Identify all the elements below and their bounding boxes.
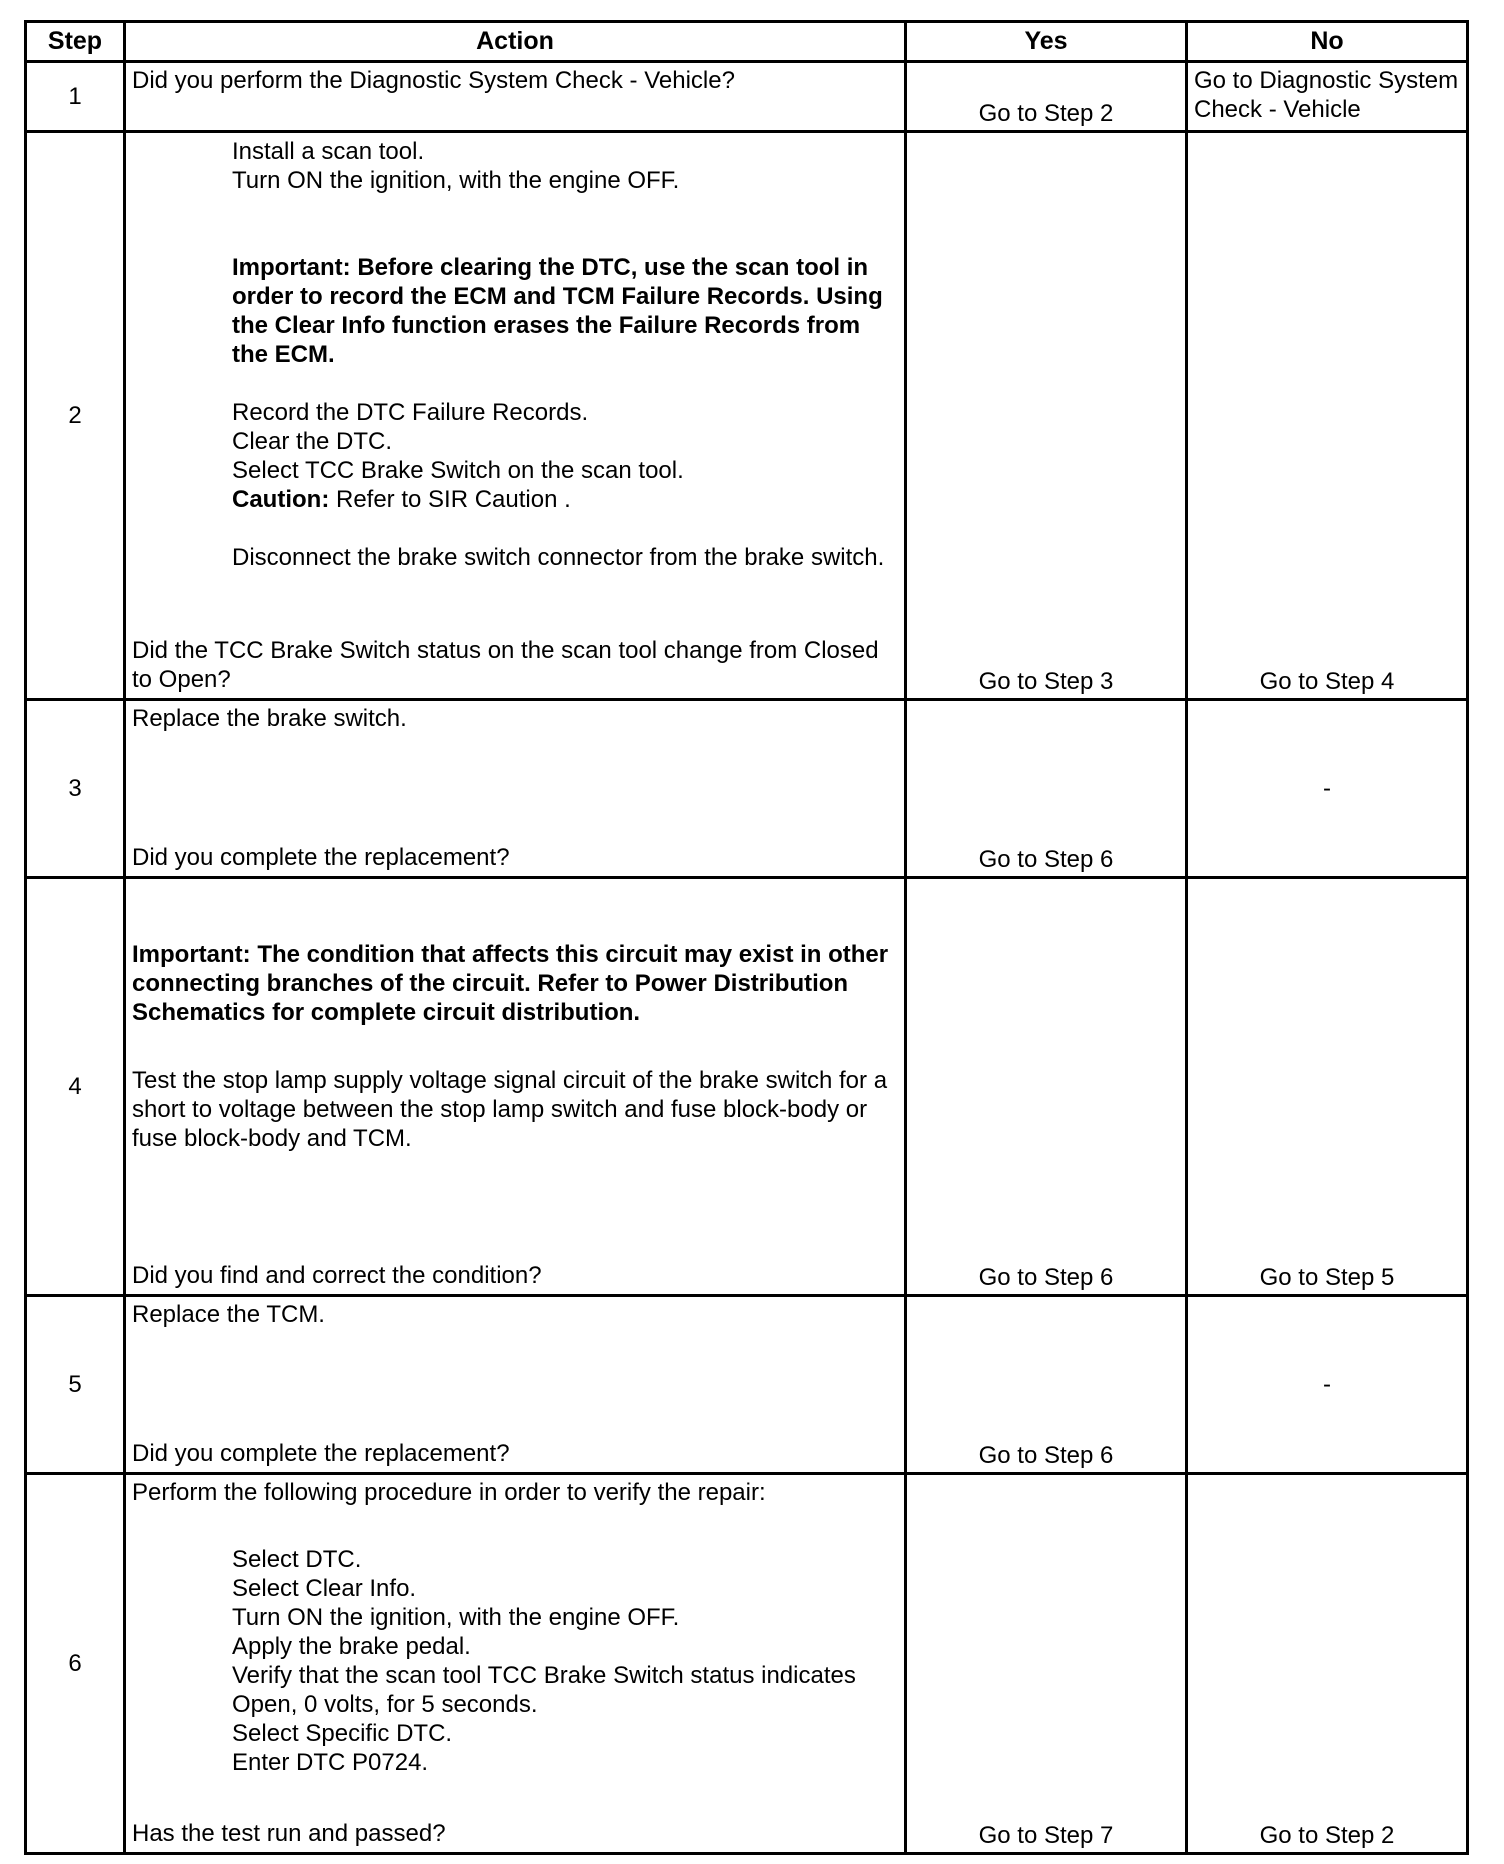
important-note: Important: The condition that affects this circuit may exist in other connecting branches of the circuit. Refer to Power Distribution Schematics for complete circuit distribution. [132,941,889,1026]
action-intro: Perform the following procedure in order to verify the repair: [132,1479,766,1506]
table-row [26,1296,1468,1474]
action-line: Test the stop lamp supply voltage signal circuit of the brake switch for a short to voltage between the stop lamp switch and fuse block-body or fuse block-body and TCM. [132,1067,888,1152]
action-question: Did you perform the Diagnostic System Check - Vehicle? [132,67,735,94]
step-number: 4 [26,878,125,1296]
header-yes: Yes [906,22,1187,62]
action-line: Verify that the scan tool TCC Brake Switch status indicates Open, 0 volts, for 5 seconds. [232,1662,856,1718]
action-line: Apply the brake pedal. [232,1633,471,1660]
no-cell [1187,62,1468,132]
yes-cell [906,1474,1187,1854]
action-line: Turn ON the ignition, with the engine OFF. [232,1604,680,1631]
action-line: Select TCC Brake Switch on the scan tool. [232,457,684,484]
action-line: Replace the TCM. [132,1301,325,1328]
yes-cell [906,62,1187,132]
no-cell [1187,132,1468,700]
action-line: Select Clear Info. [232,1575,417,1602]
no-dash: - [1323,775,1331,802]
no-dash: - [1323,1371,1331,1398]
caution-text: Refer to SIR Caution . [329,486,571,513]
no-cell [1187,878,1468,1296]
step-number: 2 [26,132,125,700]
step-number: 6 [26,1474,125,1854]
yes-link[interactable]: Go to Step 6 [978,846,1114,873]
yes-link[interactable]: Go to Step 2 [978,100,1114,127]
table-row [26,62,1468,132]
no-link[interactable]: Go to Step 4 [1259,668,1395,695]
yes-cell [906,878,1187,1296]
table-row [26,878,1468,1296]
action-line: Record the DTC Failure Records. [232,399,589,426]
action-question: Did you find and correct the condition? [132,1262,542,1289]
action-cell [125,132,906,700]
table-row [26,1474,1468,1854]
action-cell [125,1474,906,1854]
action-cell [125,62,906,132]
yes-cell [906,132,1187,700]
action-line: Install a scan tool. [232,138,425,165]
yes-cell [906,700,1187,878]
yes-link[interactable]: Go to Step 6 [978,1442,1114,1469]
no-link[interactable]: Go to Step 2 [1259,1822,1395,1849]
action-line: Select Specific DTC. [232,1720,453,1747]
yes-link[interactable]: Go to Step 6 [978,1264,1114,1291]
action-line: Enter DTC P0724. [232,1749,429,1776]
table-row [26,700,1468,878]
step-number: 1 [26,62,125,132]
action-line: Disconnect the brake switch connector from the brake switch. [232,544,885,571]
action-question: Did you complete the replacement? [132,844,510,871]
no-link[interactable]: Go to Diagnostic System Check - Vehicle [1194,67,1459,123]
caution-label: Caution: [232,486,330,513]
no-link[interactable]: Go to Step 5 [1259,1264,1395,1291]
no-cell [1187,1474,1468,1854]
header-action: Action [125,22,906,62]
table-row [26,132,1468,700]
action-question: Did you complete the replacement? [132,1440,510,1467]
action-line: Clear the DTC. [232,428,393,455]
no-cell [1187,1296,1468,1474]
action-cell [125,1296,906,1474]
step-number: 5 [26,1296,125,1474]
important-note: Important: Before clearing the DTC, use the scan tool in order to record the ECM and TCM Failure Records. Using the Clear Info function erases the Failure Records from the ECM. [232,254,883,368]
action-question: Did the TCC Brake Switch status on the scan tool change from Closed to Open? [132,637,879,693]
header-row [26,22,1468,62]
action-line: Select DTC. [232,1546,362,1573]
action-line: Replace the brake switch. [132,705,407,732]
action-question: Has the test run and passed? [132,1820,446,1847]
yes-cell [906,1296,1187,1474]
yes-link[interactable]: Go to Step 3 [978,668,1114,695]
caution-line [232,485,896,514]
no-cell [1187,700,1468,878]
header-step: Step [26,22,125,62]
action-cell [125,878,906,1296]
yes-link[interactable]: Go to Step 7 [978,1822,1114,1849]
diagnostic-table [24,20,1469,1855]
step-number: 3 [26,700,125,878]
action-cell [125,700,906,878]
action-line: Turn ON the ignition, with the engine OFF. [232,167,680,194]
header-no: No [1187,22,1468,62]
